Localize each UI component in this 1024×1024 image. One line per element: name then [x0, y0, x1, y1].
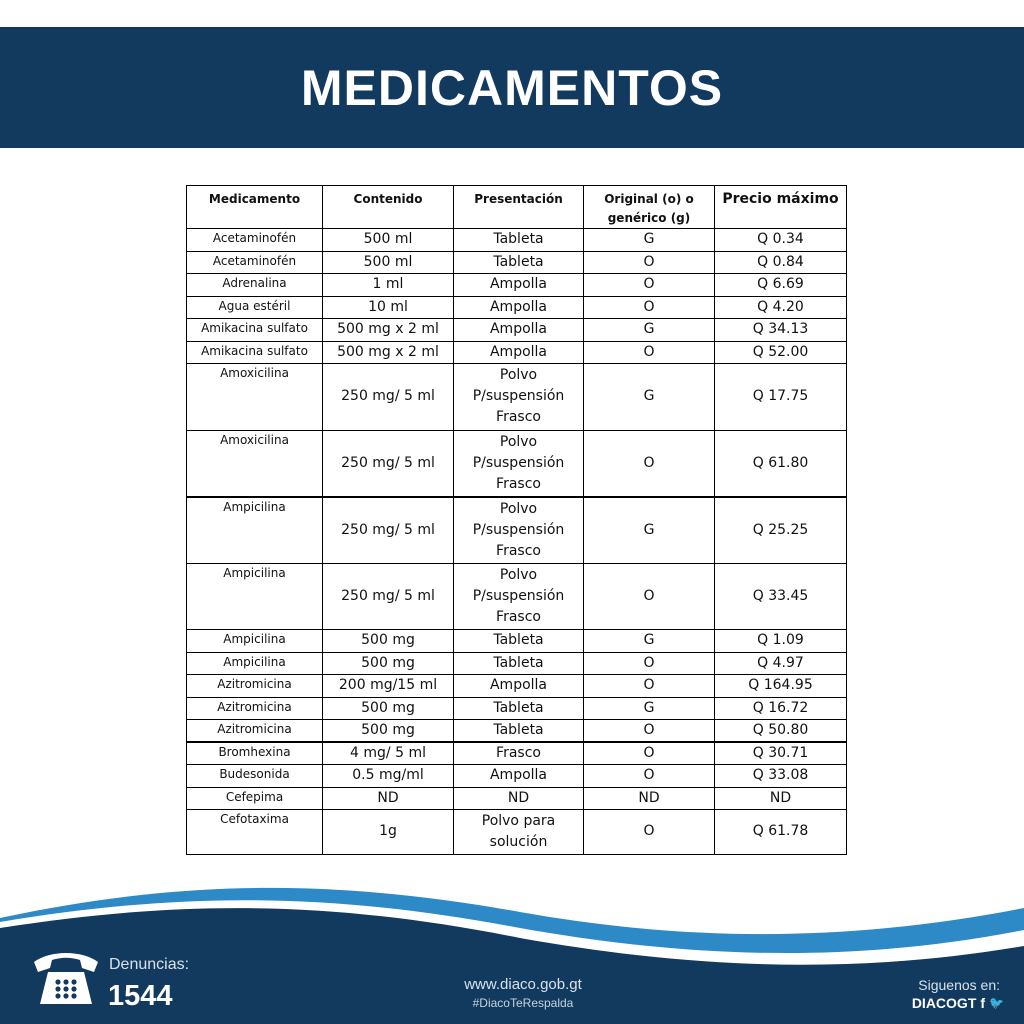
column-header: Medicamento: [187, 186, 323, 229]
presentacion-cell: Ampolla: [454, 319, 584, 342]
hashtag: #DiacoTeRespalda: [472, 996, 574, 1010]
precio-cell: Q 33.08: [715, 765, 847, 788]
tipo-cell: O: [584, 675, 715, 698]
presentacion-cell: Ampolla: [454, 274, 584, 297]
table-row: [187, 563, 847, 630]
tipo-cell: G: [584, 364, 715, 431]
table-row: [187, 675, 847, 698]
column-header: Original (o) o genérico (g): [584, 186, 715, 229]
medicamento-cell: Bromhexina: [187, 742, 323, 765]
column-header: Presentación: [454, 186, 584, 229]
medicamento-cell: Adrenalina: [187, 274, 323, 297]
precio-cell: Q 33.45: [715, 563, 847, 630]
header-banner: [0, 27, 1024, 148]
twitter-icon[interactable]: 🐦: [989, 996, 1004, 1010]
presentacion-cell: Polvo P/suspensión Frasco: [454, 364, 584, 431]
table-header-row: [187, 186, 847, 229]
table-row: [187, 742, 847, 765]
column-header: Contenido: [323, 186, 454, 229]
tipo-cell: G: [584, 229, 715, 252]
contenido-cell: 250 mg/ 5 ml: [323, 430, 454, 497]
precio-cell: Q 61.78: [715, 810, 847, 855]
precio-cell: Q 0.34: [715, 229, 847, 252]
contenido-cell: 500 mg: [323, 720, 454, 743]
presentacion-cell: Tableta: [454, 697, 584, 720]
medicamento-cell: Azitromicina: [187, 720, 323, 743]
presentacion-cell: Polvo para solución: [454, 810, 584, 855]
precio-cell: Q 34.13: [715, 319, 847, 342]
table-row: [187, 296, 847, 319]
medicamento-cell: Ampicilina: [187, 630, 323, 653]
contenido-cell: 200 mg/15 ml: [323, 675, 454, 698]
contenido-cell: 500 ml: [323, 229, 454, 252]
medicamento-cell: Amikacina sulfato: [187, 341, 323, 364]
contenido-cell: 1g: [323, 810, 454, 855]
table-row: [187, 652, 847, 675]
medicamento-cell: Amikacina sulfato: [187, 319, 323, 342]
contenido-cell: 250 mg/ 5 ml: [323, 364, 454, 431]
table-row: [187, 765, 847, 788]
medicamento-cell: Acetaminofén: [187, 229, 323, 252]
website-link[interactable]: www.diaco.gob.gt: [464, 976, 582, 993]
precio-cell: Q 50.80: [715, 720, 847, 743]
table-row: [187, 274, 847, 297]
presentacion-cell: Ampolla: [454, 341, 584, 364]
table-row: [187, 229, 847, 252]
tipo-cell: O: [584, 720, 715, 743]
table-row: [187, 497, 847, 564]
medicamento-cell: Ampicilina: [187, 563, 323, 630]
precio-cell: Q 16.72: [715, 697, 847, 720]
contenido-cell: 500 ml: [323, 251, 454, 274]
medicamento-cell: Ampicilina: [187, 497, 323, 564]
precio-cell: Q 164.95: [715, 675, 847, 698]
tipo-cell: G: [584, 630, 715, 653]
tipo-cell: O: [584, 810, 715, 855]
tipo-cell: O: [584, 341, 715, 364]
table-row: [187, 787, 847, 810]
presentacion-cell: Ampolla: [454, 675, 584, 698]
table-row: [187, 630, 847, 653]
table-row: [187, 697, 847, 720]
precio-cell: Q 30.71: [715, 742, 847, 765]
tipo-cell: O: [584, 563, 715, 630]
column-header: Precio máximo: [715, 186, 847, 229]
precio-cell: Q 61.80: [715, 430, 847, 497]
tipo-cell: O: [584, 274, 715, 297]
precio-cell: Q 17.75: [715, 364, 847, 431]
contenido-cell: 500 mg x 2 ml: [323, 341, 454, 364]
medicamento-cell: Amoxicilina: [187, 364, 323, 431]
contenido-cell: 0.5 mg/ml: [323, 765, 454, 788]
social-row: [880, 995, 1004, 1011]
tipo-cell: O: [584, 652, 715, 675]
contenido-cell: 500 mg: [323, 652, 454, 675]
medicamento-cell: Cefepima: [187, 787, 323, 810]
social-handle: DIACOGT: [911, 995, 977, 1011]
medicamento-cell: Budesonida: [187, 765, 323, 788]
medicamento-cell: Acetaminofén: [187, 251, 323, 274]
tipo-cell: G: [584, 497, 715, 564]
medicamento-cell: Agua estéril: [187, 296, 323, 319]
contenido-cell: ND: [323, 787, 454, 810]
denuncias-number: 1544: [108, 980, 173, 1012]
presentacion-cell: Tableta: [454, 652, 584, 675]
phone-icon: [30, 948, 102, 1008]
contenido-cell: 1 ml: [323, 274, 454, 297]
medicamento-cell: Azitromicina: [187, 675, 323, 698]
tipo-cell: O: [584, 430, 715, 497]
table-row: [187, 810, 847, 855]
presentacion-cell: Tableta: [454, 229, 584, 252]
tipo-cell: ND: [584, 787, 715, 810]
precio-cell: Q 52.00: [715, 341, 847, 364]
tipo-cell: G: [584, 319, 715, 342]
tipo-cell: O: [584, 765, 715, 788]
medicamento-cell: Ampicilina: [187, 652, 323, 675]
table-row: [187, 319, 847, 342]
presentacion-cell: Polvo P/suspensión Frasco: [454, 430, 584, 497]
contenido-cell: 500 mg x 2 ml: [323, 319, 454, 342]
tipo-cell: G: [584, 697, 715, 720]
medicamento-cell: Azitromicina: [187, 697, 323, 720]
facebook-icon[interactable]: f: [980, 995, 986, 1011]
contenido-cell: 10 ml: [323, 296, 454, 319]
presentacion-cell: Frasco: [454, 742, 584, 765]
medicamento-cell: Cefotaxima: [187, 810, 323, 855]
table-row: [187, 251, 847, 274]
precio-cell: Q 6.69: [715, 274, 847, 297]
follow-label: Siguenos en:: [918, 977, 1000, 993]
contenido-cell: 250 mg/ 5 ml: [323, 563, 454, 630]
contenido-cell: 500 mg: [323, 697, 454, 720]
presentacion-cell: Tableta: [454, 630, 584, 653]
price-table: [186, 185, 847, 855]
contenido-cell: 4 mg/ 5 ml: [323, 742, 454, 765]
contenido-cell: 250 mg/ 5 ml: [323, 497, 454, 564]
contenido-cell: 500 mg: [323, 630, 454, 653]
presentacion-cell: Polvo P/suspensión Frasco: [454, 563, 584, 630]
presentacion-cell: Ampolla: [454, 765, 584, 788]
table-row: [187, 341, 847, 364]
precio-cell: ND: [715, 787, 847, 810]
presentacion-cell: Tableta: [454, 720, 584, 743]
tipo-cell: O: [584, 742, 715, 765]
precio-cell: Q 4.20: [715, 296, 847, 319]
presentacion-cell: ND: [454, 787, 584, 810]
precio-cell: Q 25.25: [715, 497, 847, 564]
medicamento-cell: Amoxicilina: [187, 430, 323, 497]
tipo-cell: O: [584, 251, 715, 274]
table-row: [187, 364, 847, 431]
presentacion-cell: Polvo P/suspensión Frasco: [454, 497, 584, 564]
precio-cell: Q 1.09: [715, 630, 847, 653]
table-row: [187, 430, 847, 497]
precio-cell: Q 0.84: [715, 251, 847, 274]
presentacion-cell: Tableta: [454, 251, 584, 274]
tipo-cell: O: [584, 296, 715, 319]
denuncias-label: Denuncias:: [109, 956, 190, 973]
page-title: MEDICAMENTOS: [300, 59, 724, 116]
precio-cell: Q 4.97: [715, 652, 847, 675]
presentacion-cell: Ampolla: [454, 296, 584, 319]
table-row: [187, 720, 847, 743]
